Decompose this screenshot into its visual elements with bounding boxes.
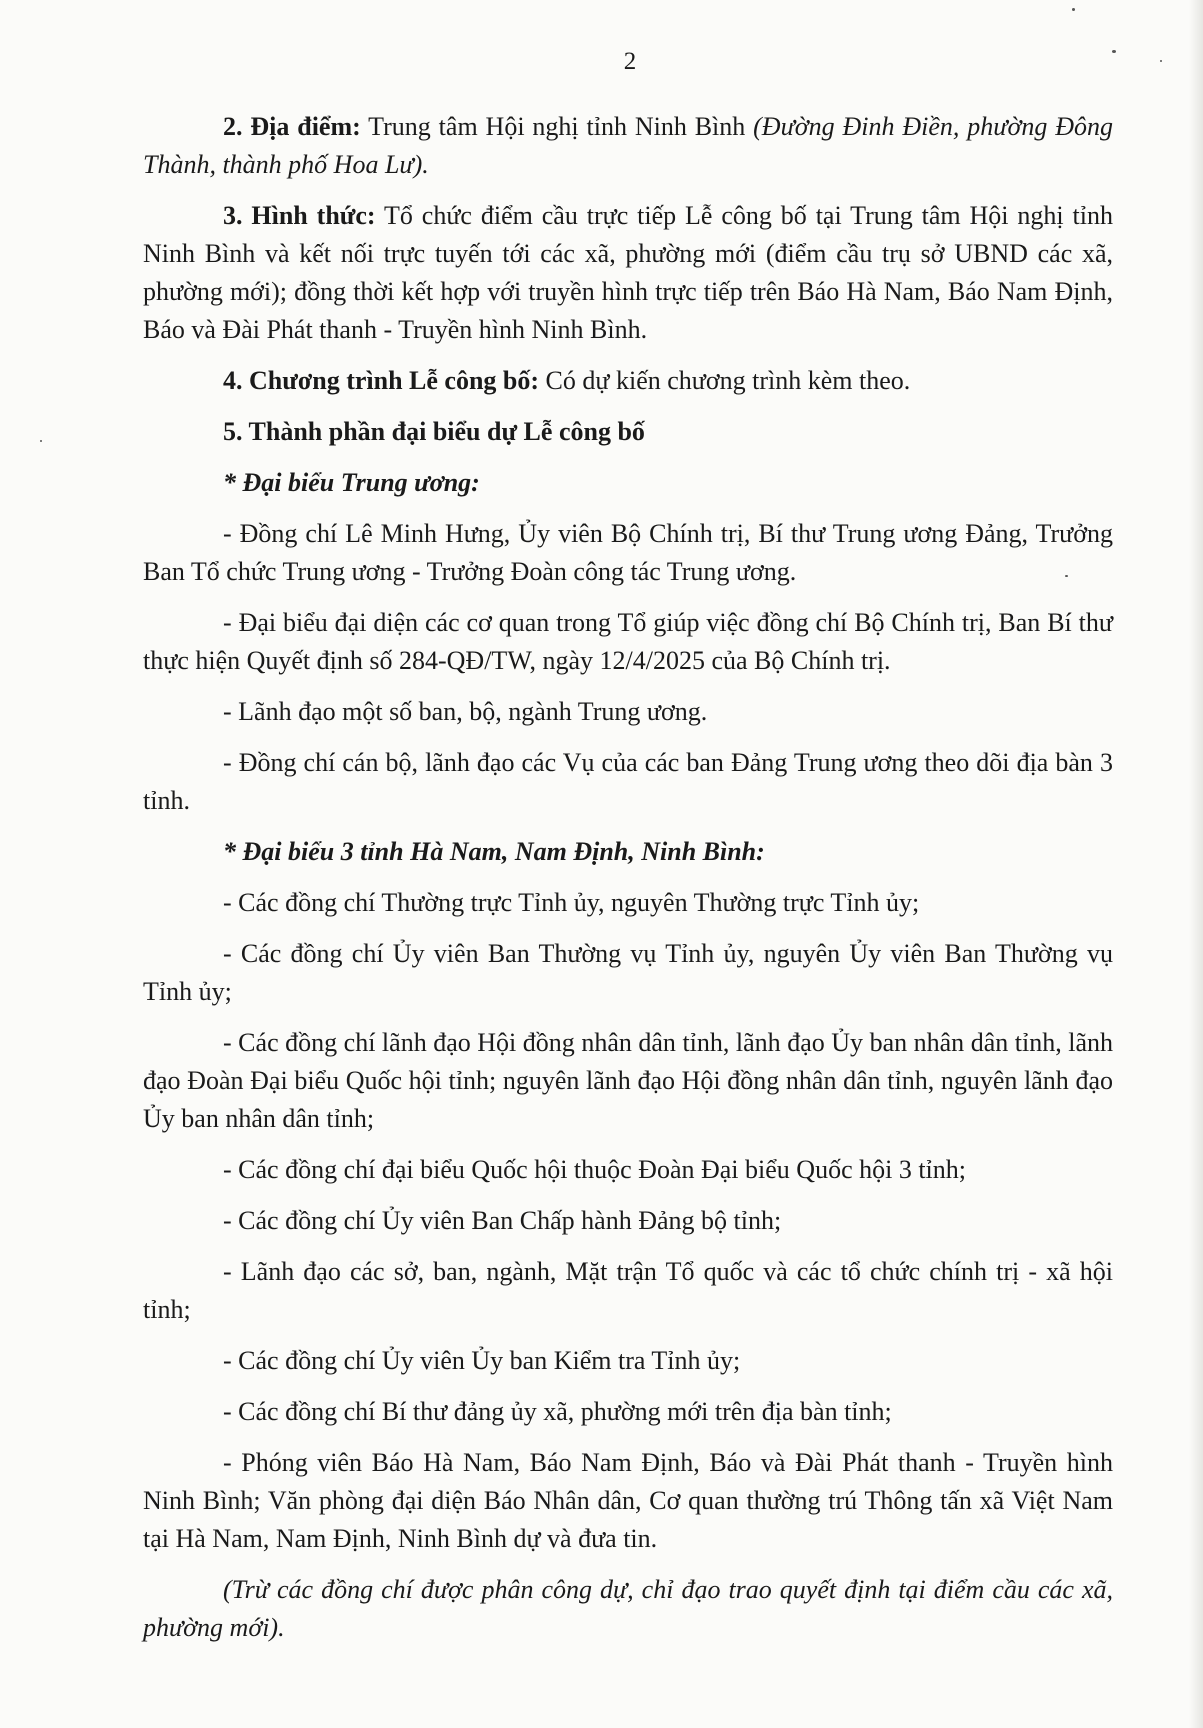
central-line: - Đại biểu đại diện các cơ quan trong Tổ giúp việc đồng chí Bộ Chính trị, Ban Bí thư thực hiện Quyết định số 284-QĐ/TW, ngày 12/4/2025 của Bộ Chính trị. [143, 608, 1113, 675]
scan-speck [1065, 575, 1068, 577]
item-label: 5. Thành phần đại biểu dự Lễ công bố [223, 417, 645, 446]
provincial-line: - Các đồng chí đại biểu Quốc hội thuộc Đoàn Đại biểu Quốc hội 3 tỉnh; [223, 1155, 967, 1184]
closing-note: (Trừ các đồng chí được phân công dự, chỉ đạo trao quyết định tại điểm cầu các xã, phường mới). [143, 1575, 1113, 1642]
scan-speck [40, 440, 42, 442]
item-label: 4. Chương trình Lễ công bố: [223, 366, 540, 395]
page-number: 2 [623, 48, 637, 75]
provincial-heading: * Đại biểu 3 tỉnh Hà Nam, Nam Định, Ninh Bình: [223, 837, 765, 866]
provincial-line: - Các đồng chí Ủy viên Ban Thường vụ Tỉnh ủy, nguyên Ủy viên Ban Thường vụ Tỉnh ủy; [143, 939, 1113, 1006]
item-italic: (Đường Đinh Điền, phường Đông Thành, thành phố Hoa Lư). [143, 112, 1113, 179]
scan-edge-shadow [1189, 0, 1203, 1728]
document-body [143, 108, 1113, 1660]
provincial-line: - Các đồng chí Thường trực Tỉnh ủy, nguyên Thường trực Tỉnh ủy; [223, 888, 920, 917]
provincial-line: - Các đồng chí Ủy viên Ban Chấp hành Đảng bộ tỉnh; [223, 1206, 782, 1235]
item-thanh-phan [143, 413, 1113, 451]
central-line: - Đồng chí Lê Minh Hưng, Ủy viên Bộ Chính trị, Bí thư Trung ương Đảng, Trưởng Ban Tổ chức Trung ương - Trưởng Đoàn công tác Trung ương. [143, 519, 1113, 586]
provincial-line: - Các đồng chí Ủy viên Ủy ban Kiểm tra Tỉnh ủy; [223, 1346, 741, 1375]
scan-speck [1112, 50, 1116, 53]
item-text: Tổ chức điểm cầu trực tiếp Lễ công bố tại Trung tâm Hội nghị tỉnh Ninh Bình và kết nối trực tuyến tới các xã, phường mới (điểm cầu trụ sở UBND các xã, phường mới); đồng thời kết hợp với truyền hình trực tiếp trên Báo Hà Nam, Báo Nam Định, Báo và Đài Phát thanh - Truyền hình Ninh Bình. [143, 201, 1113, 344]
item-label: 2. Địa điểm: [223, 112, 361, 141]
item-hinh-thuc [143, 197, 1113, 349]
scan-speck [1072, 8, 1075, 11]
provincial-line: - Các đồng chí lãnh đạo Hội đồng nhân dân tỉnh, lãnh đạo Ủy ban nhân dân tỉnh, lãnh đạo Đoàn Đại biểu Quốc hội tỉnh; nguyên lãnh đạo Hội đồng nhân dân tỉnh, nguyên lãnh đạo Ủy ban nhân dân tỉnh; [143, 1028, 1113, 1133]
provincial-line: - Lãnh đạo các sở, ban, ngành, Mặt trận Tổ quốc và các tổ chức chính trị - xã hội tỉnh; [143, 1257, 1113, 1324]
item-text: Có dự kiến chương trình kèm theo. [539, 366, 911, 395]
item-chuong-trinh [143, 362, 1113, 400]
central-heading: * Đại biểu Trung ương: [223, 468, 480, 497]
scan-speck [1160, 60, 1162, 62]
provincial-line: - Các đồng chí Bí thư đảng ủy xã, phường mới trên địa bàn tỉnh; [223, 1397, 892, 1426]
item-label: 3. Hình thức: [223, 201, 376, 230]
item-dia-diem [143, 108, 1113, 184]
provincial-line: - Phóng viên Báo Hà Nam, Báo Nam Định, Báo và Đài Phát thanh - Truyền hình Ninh Bình; Văn phòng đại diện Báo Nhân dân, Cơ quan thường trú Thông tấn xã Việt Nam tại Hà Nam, Nam Định, Ninh Bình dự và đưa tin. [143, 1448, 1113, 1553]
item-text: Trung tâm Hội nghị tỉnh Ninh Bình [360, 112, 754, 141]
central-line: - Đồng chí cán bộ, lãnh đạo các Vụ của các ban Đảng Trung ương theo dõi địa bàn 3 tỉnh. [143, 748, 1113, 815]
central-line: - Lãnh đạo một số ban, bộ, ngành Trung ương. [223, 697, 708, 726]
